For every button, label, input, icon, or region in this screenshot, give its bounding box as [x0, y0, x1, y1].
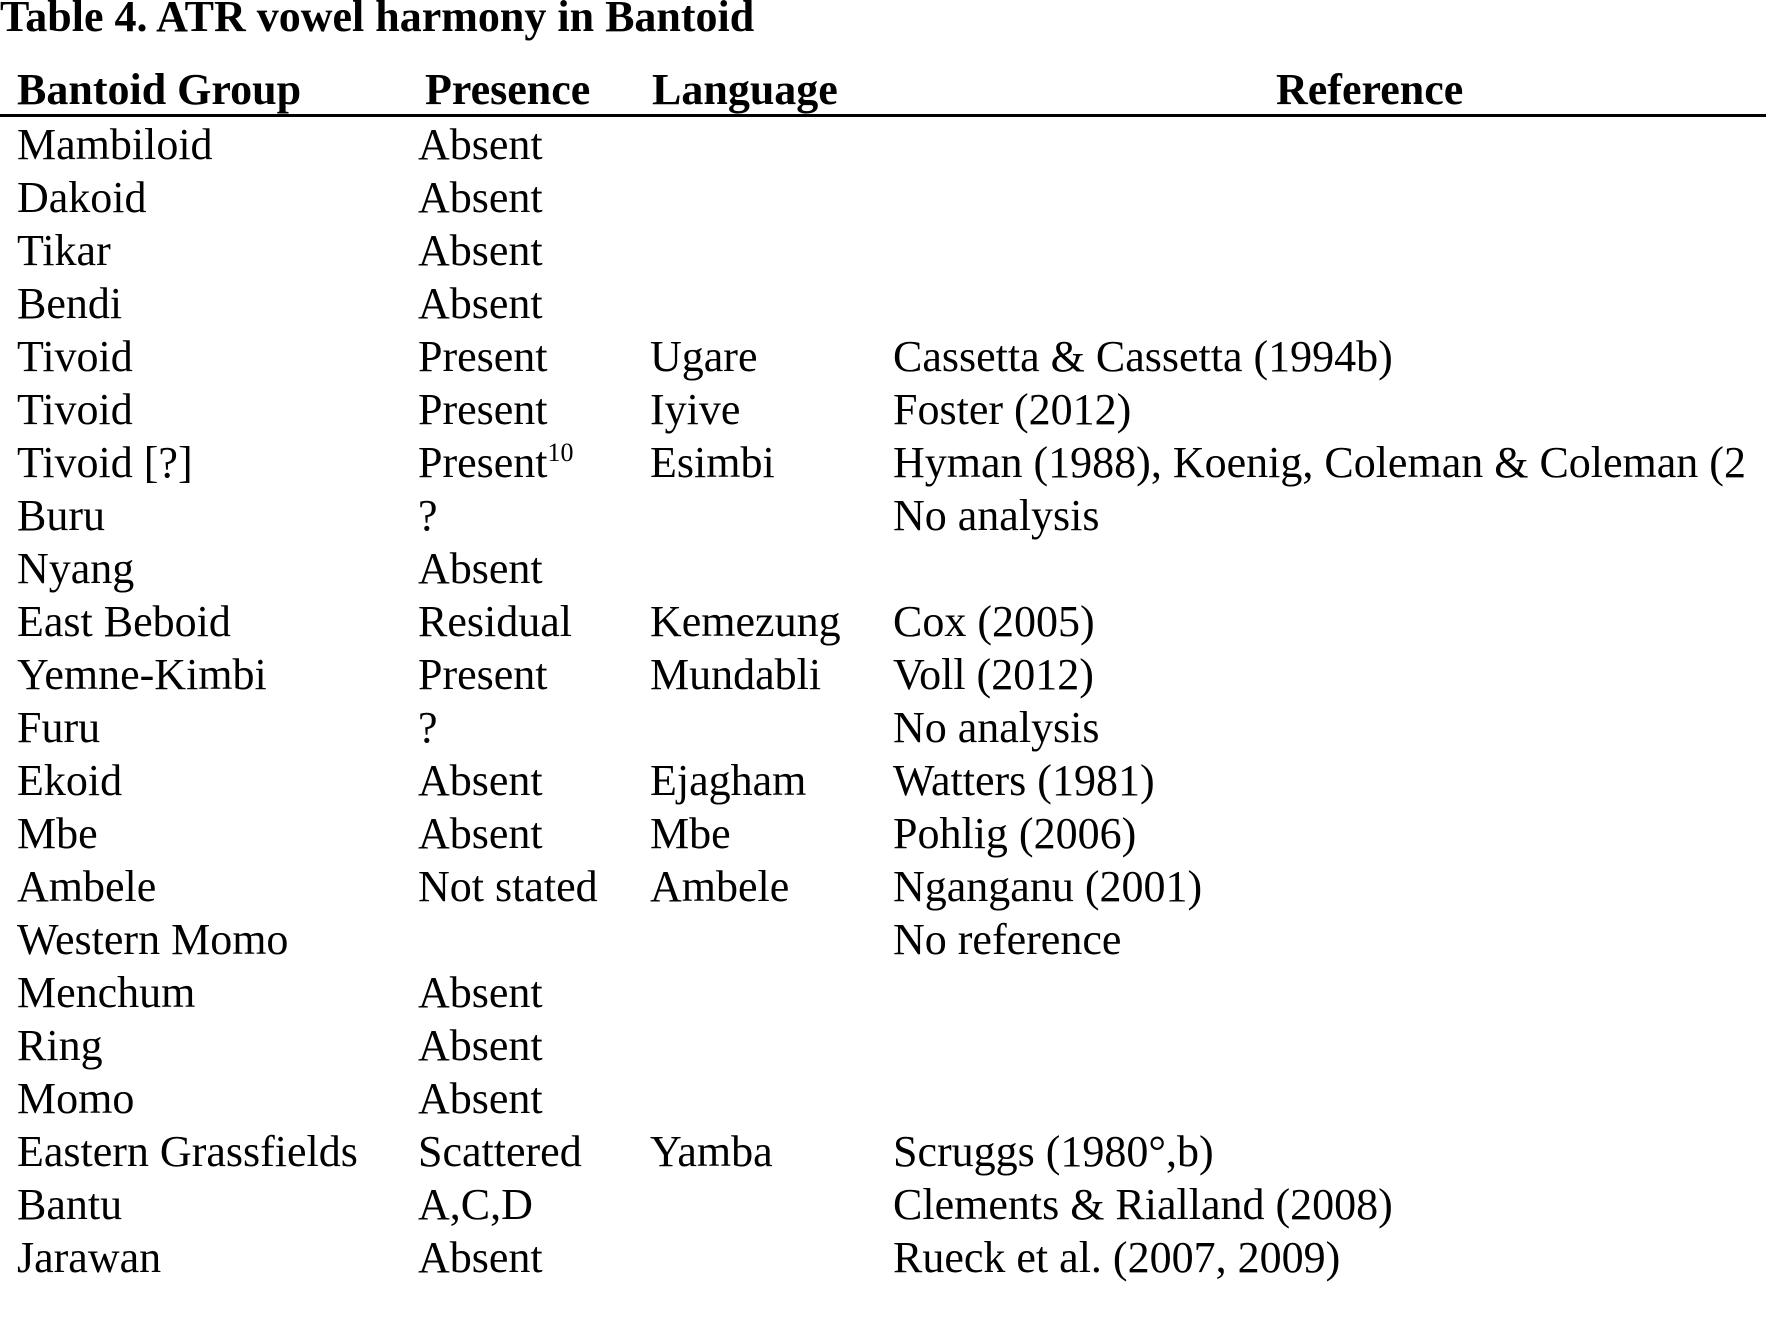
cell-presence [418, 860, 598, 913]
cell-bantoid-group [17, 648, 267, 701]
cell-presence [418, 118, 543, 171]
cell-bantoid-group-text: Ambele [17, 862, 157, 911]
cell-bantoid-group-text: Yemne-Kimbi [17, 650, 267, 699]
column-header-language: Language [652, 65, 838, 114]
cell-reference-text: Voll (2012) [893, 650, 1094, 699]
table-row [0, 1072, 1766, 1125]
cell-language-text: Mundabli [650, 650, 822, 699]
cell-presence [418, 1231, 543, 1284]
table-title: Table 4. ATR vowel harmony in Bantoid [0, 0, 755, 41]
cell-bantoid-group [17, 754, 122, 807]
table-row [0, 913, 1766, 966]
cell-presence-text: Present [418, 438, 548, 487]
cell-bantoid-group [17, 701, 100, 754]
table-row [0, 489, 1766, 542]
cell-reference [893, 436, 1746, 489]
cell-bantoid-group-text: Ekoid [17, 756, 123, 805]
cell-bantoid-group-text: Eastern Grassfields [17, 1127, 358, 1176]
cell-language-text: Ambele [650, 862, 790, 911]
table-row [0, 595, 1766, 648]
cell-bantoid-group [17, 913, 288, 966]
cell-presence-text: Not stated [418, 862, 598, 911]
cell-presence [418, 595, 572, 648]
cell-reference [893, 1125, 1214, 1178]
cell-bantoid-group [17, 277, 122, 330]
cell-presence-text: Scattered [418, 1127, 582, 1176]
cell-presence [418, 1019, 543, 1072]
cell-reference [893, 1231, 1340, 1284]
table-row [0, 277, 1766, 330]
cell-reference [893, 648, 1094, 701]
cell-bantoid-group-text: Momo [17, 1074, 135, 1123]
cell-bantoid-group-text: Dakoid [17, 173, 147, 222]
cell-bantoid-group-text: East Beboid [17, 597, 231, 646]
cell-presence [418, 966, 543, 1019]
cell-language [650, 330, 758, 383]
cell-bantoid-group [17, 330, 133, 383]
table-row [0, 1178, 1766, 1231]
header-rule [0, 114, 1766, 117]
cell-bantoid-group-text: Tivoid [?] [17, 438, 193, 487]
table-row [0, 1019, 1766, 1072]
cell-bantoid-group-text: Jarawan [17, 1233, 162, 1282]
cell-presence-text: ? [418, 491, 438, 540]
cell-bantoid-group [17, 1178, 122, 1231]
cell-presence [418, 1072, 543, 1125]
cell-reference [893, 383, 1131, 436]
table-row [0, 807, 1766, 860]
cell-bantoid-group [17, 1231, 161, 1284]
cell-presence-text: ? [418, 703, 438, 752]
cell-language [650, 648, 821, 701]
cell-bantoid-group-text: Mambiloid [17, 120, 213, 169]
cell-bantoid-group-text: Menchum [17, 968, 196, 1017]
cell-presence-text: Absent [418, 756, 543, 805]
table-row [0, 648, 1766, 701]
cell-reference [893, 860, 1202, 913]
cell-reference-text: Pohlig (2006) [893, 809, 1137, 858]
cell-bantoid-group-text: Tivoid [17, 385, 133, 434]
cell-presence-text: Present [418, 332, 548, 381]
cell-bantoid-group [17, 224, 111, 277]
cell-language [650, 595, 841, 648]
cell-reference [893, 807, 1136, 860]
cell-bantoid-group-text: Nyang [17, 544, 135, 593]
cell-reference-text: Clements & Rialland (2008) [893, 1180, 1393, 1229]
cell-reference [893, 701, 1100, 754]
cell-presence-text: Absent [418, 1021, 543, 1070]
cell-reference [893, 754, 1155, 807]
cell-presence [418, 648, 548, 701]
footnote-marker: 10 [547, 438, 574, 467]
cell-reference [893, 489, 1100, 542]
cell-language [650, 1125, 773, 1178]
cell-reference-text: No analysis [893, 703, 1100, 752]
table-row [0, 436, 1766, 489]
cell-presence [418, 1125, 582, 1178]
table-row [0, 860, 1766, 913]
cell-reference-text: Watters (1981) [893, 756, 1155, 805]
table-row [0, 542, 1766, 595]
cell-reference [893, 913, 1121, 966]
cell-presence [418, 542, 543, 595]
cell-presence [418, 807, 543, 860]
cell-reference [893, 595, 1095, 648]
cell-bantoid-group [17, 860, 156, 913]
table-row [0, 701, 1766, 754]
table-row [0, 171, 1766, 224]
cell-language-text: Ejagham [650, 756, 807, 805]
cell-language-text: Mbe [650, 809, 731, 858]
table-row [0, 224, 1766, 277]
cell-language [650, 754, 806, 807]
cell-presence-text: Absent [418, 279, 543, 328]
cell-reference-text: Foster (2012) [893, 385, 1132, 434]
cell-presence [418, 277, 543, 330]
cell-language [650, 383, 740, 436]
table-row [0, 330, 1766, 383]
cell-bantoid-group-text: Ring [17, 1021, 103, 1070]
cell-presence [418, 1178, 533, 1231]
cell-bantoid-group [17, 171, 147, 224]
cell-language-text: Kemezung [650, 597, 841, 646]
cell-presence-text: Absent [418, 1233, 543, 1282]
cell-language [650, 860, 789, 913]
cell-reference-text: Cox (2005) [893, 597, 1095, 646]
cell-presence [418, 224, 543, 277]
table-row [0, 383, 1766, 436]
cell-language [650, 436, 775, 489]
cell-language-text: Iyive [650, 385, 741, 434]
cell-reference [893, 330, 1393, 383]
cell-reference [893, 1178, 1393, 1231]
cell-reference-text: Scruggs (1980°,b) [893, 1127, 1214, 1176]
cell-presence [418, 489, 438, 542]
cell-bantoid-group [17, 118, 213, 171]
cell-presence [418, 436, 574, 489]
cell-bantoid-group-text: Mbe [17, 809, 98, 858]
cell-presence-text: Absent [418, 968, 543, 1017]
cell-presence [418, 701, 438, 754]
table-row [0, 1231, 1766, 1284]
cell-bantoid-group [17, 807, 98, 860]
cell-bantoid-group [17, 966, 195, 1019]
cell-bantoid-group-text: Western Momo [17, 915, 289, 964]
cell-bantoid-group [17, 436, 193, 489]
cell-presence [418, 754, 543, 807]
cell-presence-text: Absent [418, 544, 543, 593]
cell-presence-text: Present [418, 650, 548, 699]
cell-bantoid-group [17, 1019, 103, 1072]
column-header-reference: Reference [1276, 65, 1464, 114]
cell-bantoid-group [17, 595, 231, 648]
cell-language-text: Ugare [650, 332, 758, 381]
cell-language [650, 807, 731, 860]
column-header-presence: Presence [425, 65, 591, 114]
cell-bantoid-group-text: Buru [17, 491, 105, 540]
cell-presence-text: A,C,D [418, 1180, 533, 1229]
cell-reference-text: Nganganu (2001) [893, 862, 1203, 911]
cell-bantoid-group [17, 1072, 134, 1125]
cell-reference-text: No reference [893, 915, 1122, 964]
cell-language-text: Esimbi [650, 438, 775, 487]
cell-language-text: Yamba [650, 1127, 773, 1176]
cell-presence-text: Present [418, 385, 548, 434]
cell-bantoid-group-text: Furu [17, 703, 101, 752]
cell-presence-text: Absent [418, 226, 543, 275]
table-body [0, 118, 1766, 1284]
cell-bantoid-group-text: Tivoid [17, 332, 133, 381]
table-row [0, 118, 1766, 171]
cell-presence [418, 171, 543, 224]
cell-presence-text: Absent [418, 120, 543, 169]
cell-bantoid-group [17, 1125, 358, 1178]
cell-reference-text: Rueck et al. (2007, 2009) [893, 1233, 1341, 1282]
cell-presence-text: Absent [418, 809, 543, 858]
cell-reference-text: Hyman (1988), Koenig, Coleman & Coleman (2 [893, 438, 1746, 487]
cell-reference-text: No analysis [893, 491, 1100, 540]
cell-bantoid-group [17, 383, 133, 436]
cell-presence [418, 330, 548, 383]
cell-reference-text: Cassetta & Cassetta (1994b) [893, 332, 1393, 381]
table-row [0, 754, 1766, 807]
cell-bantoid-group-text: Bantu [17, 1180, 123, 1229]
cell-bantoid-group [17, 489, 105, 542]
cell-bantoid-group-text: Bendi [17, 279, 123, 328]
column-header-bantoid-group: Bantoid Group [17, 65, 302, 114]
table-row [0, 1125, 1766, 1178]
cell-bantoid-group [17, 542, 134, 595]
cell-presence-text: Residual [418, 597, 572, 646]
cell-presence-text: Absent [418, 173, 543, 222]
table-row [0, 966, 1766, 1019]
cell-presence [418, 383, 548, 436]
cell-bantoid-group-text: Tikar [17, 226, 111, 275]
cell-presence-text: Absent [418, 1074, 543, 1123]
